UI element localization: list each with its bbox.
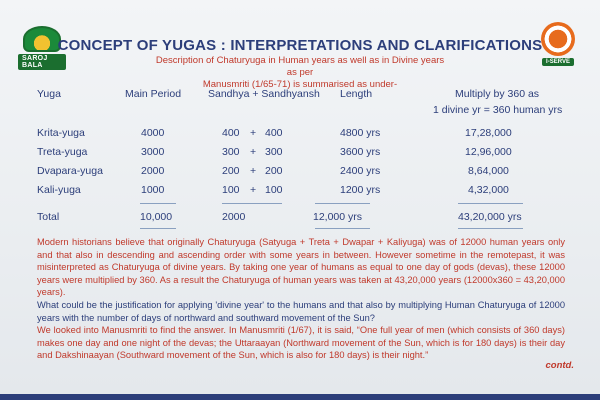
row-length: 4800 yrs (340, 127, 381, 139)
row-yuga: Treta-yuga (37, 146, 88, 158)
paragraph-manusmriti: We looked into Manusmriti to find the answer. In Manusmriti (1/67), it is said, “One full year of men (which consists of 360 days) makes one day and one night of the devas; the Uttaraayan (Northward movement of the Sun, which is for 180 days) is their day and Dakshinaayan (Southward movement of the Sun, which is also for 180 days) is their night.” (37, 325, 565, 360)
row-sandhya: 300 (222, 146, 240, 158)
row-yuga: Kali-yuga (37, 184, 81, 196)
total-length: 12,000 yrs (313, 211, 363, 223)
header-multiply-note: 1 divine yr = 360 human yrs (433, 104, 563, 116)
total-sandhya: 2000 (222, 211, 246, 223)
row-yuga: Krita-yuga (37, 127, 85, 139)
total-main-period: 10,000 (140, 211, 173, 223)
header-main-period: Main Period (125, 88, 182, 100)
subtitle-line-2: Manusmriti (1/65-71) is summarised as under- (202, 79, 398, 90)
row-sandhyansh: 400 (265, 127, 283, 139)
contd-label: contd. (545, 360, 574, 371)
page-title: CONCEPT OF YUGAS : INTERPRETATIONS AND CLARIFICATIONS (57, 37, 543, 54)
total-underline-main (140, 228, 176, 229)
row-human-years: 8,64,000 (468, 165, 509, 177)
row-human-years: 17,28,000 (465, 127, 512, 139)
row-length: 2400 yrs (340, 165, 381, 177)
total-rule-length (315, 203, 370, 204)
subtitle-line-1: Description of Chaturyuga in Human years as well as in Divine years as per (155, 55, 445, 78)
header-length: Length (340, 88, 373, 100)
row-length: 3600 yrs (340, 146, 381, 158)
total-underline-human (458, 228, 523, 229)
row-plus: + (250, 146, 257, 158)
row-sandhya: 200 (222, 165, 240, 177)
row-main-period: 2000 (141, 165, 165, 177)
row-sandhya: 100 (222, 184, 240, 196)
total-underline-length (315, 228, 370, 229)
header-sandhya: Sandhya + Sandhyansh (208, 88, 320, 100)
page-subtitle (150, 55, 450, 91)
header-yuga: Yuga (37, 88, 61, 100)
header-multiply: Multiply by 360 as (455, 88, 540, 100)
total-label: Total (37, 211, 60, 223)
total-human-years: 43,20,000 yrs (458, 211, 522, 223)
total-rule-human (458, 203, 523, 204)
row-sandhyansh: 100 (265, 184, 283, 196)
row-plus: + (250, 165, 257, 177)
paragraph-historians: Modern historians believe that originally Chaturyuga (Satyuga + Treta + Dwapar + Kaliyuga) was of 12000 human years only and that also in descending and ascending order with some years in between. However sometime in the remotepast, it was misinterpreted as Chaturyuga of divine years. By taking one year of humans as equal to one day of gods (devas), these 12000 years were multiplied by 360. As a result the Chaturyuga of human years was taken at 43,20,000 years (12000x360 = 43,20,000 years). (37, 237, 565, 297)
total-rule-main (140, 203, 176, 204)
row-main-period: 3000 (141, 146, 165, 158)
row-plus: + (250, 127, 257, 139)
row-length: 1200 yrs (340, 184, 381, 196)
paragraph-question: What could be the justification for applying 'divine year' to the humans and that also by multiplying Human Chaturyuga of 12000 years with the number of days of northward and southward movement of the Sun? (37, 300, 565, 323)
row-yuga: Dvapara-yuga (37, 165, 103, 177)
total-rule-sandhya (222, 203, 282, 204)
row-sandhyansh: 200 (265, 165, 283, 177)
row-sandhya: 400 (222, 127, 240, 139)
row-human-years: 12,96,000 (465, 146, 512, 158)
logo-right-text: I-SERVE (542, 58, 574, 66)
logo-left-text: SAROJ BALA (18, 54, 66, 70)
row-human-years: 4,32,000 (468, 184, 509, 196)
row-sandhyansh: 300 (265, 146, 283, 158)
row-main-period: 1000 (141, 184, 165, 196)
row-plus: + (250, 184, 257, 196)
row-main-period: 4000 (141, 127, 165, 139)
